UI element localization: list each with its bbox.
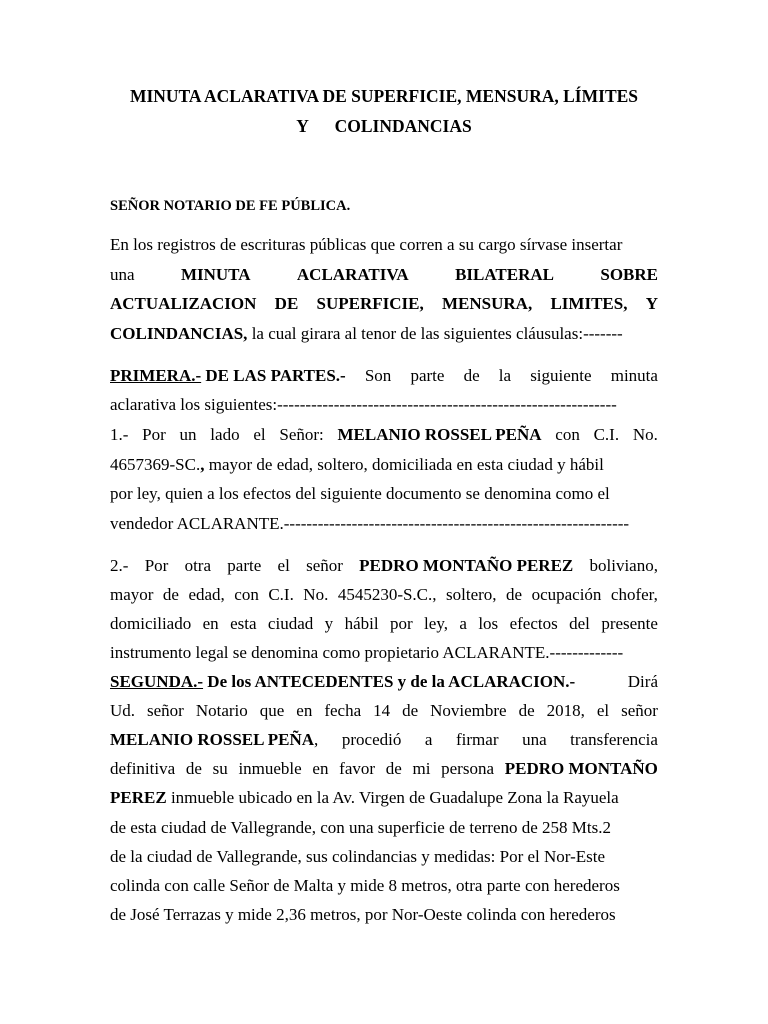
segunda-line-7: de la ciudad de Vallegrande, sus colindancias y medidas: Por el Nor-Este — [110, 847, 606, 866]
party-2-word: en — [202, 614, 219, 633]
party-2-word: de — [506, 585, 523, 604]
party-2-word: ley, — [424, 614, 448, 633]
party-2-word: de — [162, 585, 179, 604]
buyer-name: PEDRO MONTAÑO — [504, 759, 658, 778]
intro-word: BILATERAL — [455, 265, 554, 284]
party-2-word: domiciliado — [110, 614, 192, 633]
party-2-word: mayor — [110, 585, 154, 604]
party-2-line-2 — [110, 583, 658, 607]
segunda-word: 2018, — [546, 701, 585, 720]
intro-colindancias: COLINDANCIAS, — [110, 324, 248, 343]
segunda-subheading: De los ANTECEDENTES y de la ACLARACION.- — [203, 672, 576, 691]
party-1-word: lado — [210, 425, 240, 444]
party-1-comma: , — [200, 455, 205, 474]
party-2-word: parte — [227, 556, 262, 575]
intro-word: MINUTA — [180, 265, 251, 284]
segunda-word: de — [402, 701, 419, 720]
party-2-word: el — [277, 556, 290, 575]
segunda-word: el — [596, 701, 610, 720]
segunda-word: de — [518, 701, 535, 720]
party-2-word: hábil — [344, 614, 379, 633]
segunda-word: 14 — [373, 701, 391, 720]
party-1-ci: 4657369-SC. — [110, 455, 201, 474]
party-2-word: efectos — [509, 614, 558, 633]
segunda-word: que — [259, 701, 285, 720]
property-location: inmueble ubicado en la Av. Virgen de Guadalupe Zona la Rayuela — [166, 788, 619, 807]
party-1-name: MELANIO ROSSEL PEÑA — [337, 425, 542, 444]
primera-word: parte — [410, 366, 445, 385]
primera-subheading: DE LAS PARTES.- — [201, 366, 346, 385]
primera-line-1 — [110, 364, 658, 388]
party-1-line-1 — [110, 423, 658, 447]
intro-word: ACTUALIZACION — [110, 294, 257, 313]
segunda-line-8: colinda con calle Señor de Malta y mide 8 metros, otra parte con herederos — [110, 876, 620, 895]
segunda-line-5 — [110, 786, 658, 810]
party-2-word: soltero, — [446, 585, 497, 604]
intro-word: MENSURA, — [442, 294, 533, 313]
intro-word: Y — [645, 294, 658, 313]
segunda-line-2 — [110, 699, 658, 723]
intro-word: LIMITES, — [550, 294, 628, 313]
party-1-details: mayor de edad, soltero, domiciliada en esta ciudad y hábil — [204, 455, 604, 474]
seller-name: MELANIO ROSSEL PEÑA — [110, 730, 315, 749]
party-2-word: del — [569, 614, 590, 633]
party-2-word: ocupación — [531, 585, 602, 604]
party-2-word: presente — [601, 614, 658, 633]
segunda-word: Ud. — [110, 701, 136, 720]
primera-word: de — [463, 366, 480, 385]
intro-line-4 — [110, 322, 658, 346]
segunda-heading: SEGUNDA.- — [110, 672, 204, 691]
party-2-word: 4545230-S.C., — [337, 585, 437, 604]
primera-heading: PRIMERA.- — [110, 366, 202, 385]
segunda-word: definitiva — [110, 759, 176, 778]
segunda-word: señor — [147, 701, 184, 720]
party-2-line-1 — [110, 554, 658, 578]
segunda-word: Noviembre — [430, 701, 507, 720]
party-2-line-3 — [110, 612, 658, 636]
segunda-line-4 — [110, 757, 658, 781]
primera-line-2: aclarativa los siguientes:------------------------------------------------------------ — [110, 395, 617, 414]
party-1-word: un — [179, 425, 197, 444]
primera-word: la — [498, 366, 512, 385]
segunda-word: fecha — [324, 701, 362, 720]
party-2-word: otra — [184, 556, 212, 575]
party-2-word: con — [234, 585, 259, 604]
segunda-word: una — [522, 730, 547, 749]
segunda-word: favor — [339, 759, 376, 778]
buyer-surname: PEREZ — [110, 788, 167, 807]
segunda-word: en — [312, 759, 329, 778]
segunda-line-3 — [110, 728, 658, 752]
segunda-line-6: de esta ciudad de Vallegrande, con una superficie de terreno de 258 Mts.2 — [110, 818, 612, 837]
segunda-word: persona — [441, 759, 495, 778]
primera-word: minuta — [610, 366, 658, 385]
party-1-word: con — [555, 425, 580, 444]
party-1-word: No. — [632, 425, 658, 444]
intro-word: SOBRE — [600, 265, 658, 284]
intro-line-3 — [110, 292, 658, 316]
party-2-word: 2.- — [110, 556, 129, 575]
intro-line-1: En los registros de escrituras públicas que corren a su cargo sírvase insertar — [110, 235, 623, 254]
party-2-word: ciudad — [267, 614, 314, 633]
document-title-line-1: MINUTA ACLARATIVA DE SUPERFICIE, MENSURA, LÍMITES — [129, 86, 639, 106]
party-2-word: los — [478, 614, 499, 633]
segunda-word: firmar — [456, 730, 499, 749]
segunda-word: , — [314, 730, 319, 749]
segunda-word: señor — [621, 701, 658, 720]
segunda-word: Dirá — [627, 672, 658, 691]
segunda-word: su — [212, 759, 228, 778]
primera-word: Son — [364, 366, 392, 385]
party-2-word: señor — [306, 556, 343, 575]
segunda-word: mi — [412, 759, 431, 778]
party-2-word: por — [389, 614, 413, 633]
party-1-line-4: vendedor ACLARANTE.------------------------------------------------------------- — [110, 514, 630, 533]
intro-clause-text: la cual girara al tenor de las siguientes cláusulas:------- — [247, 324, 623, 343]
party-1-line-3: por ley, quien a los efectos del siguiente documento se denomina como el — [110, 484, 610, 503]
segunda-word: a — [424, 730, 433, 749]
party-2-word: chofer, — [610, 585, 658, 604]
primera-word: siguiente — [530, 366, 592, 385]
segunda-line-9: de José Terrazas y mide 2,36 metros, por Nor-Oeste colinda con herederos — [110, 905, 616, 924]
document-title-line-2: Y COLINDANCIAS — [296, 116, 472, 136]
party-2-word: y — [324, 614, 334, 633]
intro-word: ACLARATIVA — [296, 265, 409, 284]
party-2-word: esta — [230, 614, 257, 633]
segunda-word: transferencia — [570, 730, 658, 749]
party-2-word: Por — [144, 556, 169, 575]
party-2-word: boliviano, — [589, 556, 658, 575]
party-2-line-4: instrumento legal se denomina como propietario ACLARANTE.------------- — [110, 643, 624, 662]
segunda-word: en — [296, 701, 313, 720]
segunda-line-1 — [110, 670, 658, 694]
party-1-word: Por — [142, 425, 166, 444]
party-2-word: edad, — [188, 585, 225, 604]
party-2-word: No. — [303, 585, 329, 604]
party-2-name: PEDRO MONTAÑO PEREZ — [359, 556, 574, 575]
intro-line-2 — [110, 263, 658, 287]
party-1-word: el — [253, 425, 266, 444]
segunda-word: de — [185, 759, 202, 778]
intro-word: una — [110, 265, 135, 284]
segunda-word: de — [385, 759, 402, 778]
intro-word: DE — [274, 294, 299, 313]
party-1-word: Señor: — [279, 425, 324, 444]
segunda-word: inmueble — [238, 759, 302, 778]
segunda-word: Notario — [195, 701, 248, 720]
party-2-word: a — [459, 614, 467, 633]
segunda-word: procedió — [341, 730, 402, 749]
addressee: SEÑOR NOTARIO DE FE PÚBLICA. — [110, 198, 351, 214]
party-1-word: 1.- — [110, 425, 129, 444]
party-1-line-2 — [110, 453, 658, 477]
party-1-word: C.I. — [593, 425, 620, 444]
party-2-word: C.I. — [268, 585, 294, 604]
intro-word: SUPERFICIE, — [316, 294, 424, 313]
